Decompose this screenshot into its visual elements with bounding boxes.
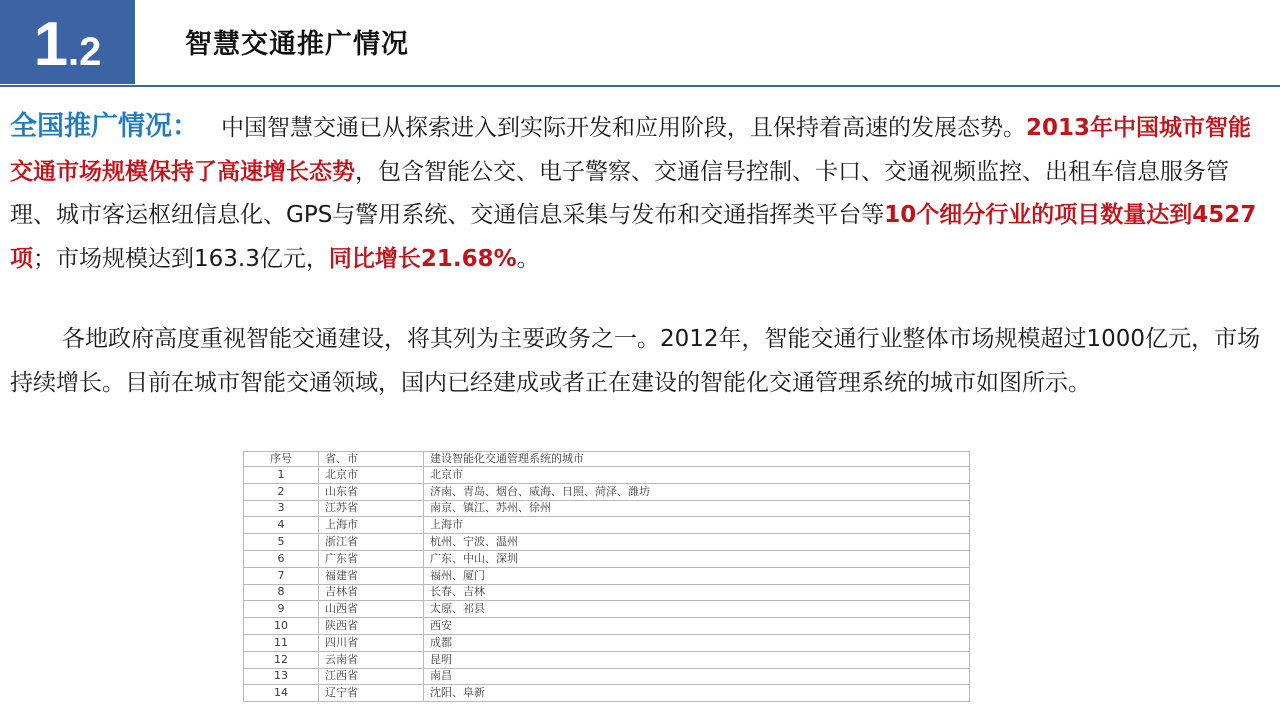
city-table-image <box>243 451 970 707</box>
government-emphasis-paragraph: 各地政府高度重视智能交通建设，将其列为主要政务之一。2012年，智能交通行业整体市场规模超过1000亿元，市场持续增长。目前在城市智能交通领域，国内已经建成或者正在建设的智能化交通管理系统的城市如图所示。 <box>10 326 1261 396</box>
cell-province: 江西省 <box>319 668 424 685</box>
cell-cities: 北京市 <box>424 467 970 484</box>
cell-index: 7 <box>244 567 319 584</box>
cell-index: 14 <box>244 685 319 702</box>
cell-province: 云南省 <box>319 651 424 668</box>
cell-index: 13 <box>244 668 319 685</box>
cell-index: 2 <box>244 483 319 500</box>
cell-province: 北京市 <box>319 467 424 484</box>
cell-cities: 西安 <box>424 618 970 635</box>
cell-province: 吉林省 <box>319 584 424 601</box>
cell-cities: 福州、厦门 <box>424 567 970 584</box>
col-header-cities: 建设智能化交通管理系统的城市 <box>424 452 970 467</box>
cell-cities: 昆明 <box>424 651 970 668</box>
cell-index: 4 <box>244 517 319 534</box>
cell-cities: 长春、吉林 <box>424 584 970 601</box>
table-row <box>244 500 970 517</box>
slide-title: 智慧交通推广情况 <box>185 29 409 60</box>
table-row <box>244 668 970 685</box>
cell-province: 上海市 <box>319 517 424 534</box>
cell-province: 陕西省 <box>319 618 424 635</box>
cell-province: 山东省 <box>319 483 424 500</box>
section-number-badge <box>0 0 135 84</box>
col-header-index: 序号 <box>244 452 319 467</box>
para1-text-3: ；市场规模达到163.3亿元， <box>33 245 329 272</box>
cell-cities: 广东、中山、深圳 <box>424 550 970 567</box>
cell-index: 10 <box>244 618 319 635</box>
cell-index: 5 <box>244 534 319 551</box>
table-row <box>244 634 970 651</box>
table-header-row <box>244 452 970 467</box>
cell-province: 福建省 <box>319 567 424 584</box>
city-table <box>243 451 970 702</box>
cell-cities: 杭州、宁波、温州 <box>424 534 970 551</box>
cell-index: 3 <box>244 500 319 517</box>
header-divider <box>0 85 1280 87</box>
table-row <box>244 685 970 702</box>
table-row <box>244 483 970 500</box>
cell-cities: 南昌 <box>424 668 970 685</box>
para1-text-4: 。 <box>516 245 540 272</box>
para1-text-2: ，包含智能公交、电子警察、交通信号控制、卡口、交通视频监控、出租车信息服务管理、城市客运枢纽信息化、GPS与警用系统、交通信息采集与发布和交通指挥类平台等 <box>10 158 1229 228</box>
table-row <box>244 601 970 618</box>
cell-cities: 南京、镇江、苏州、徐州 <box>424 500 970 517</box>
table-row <box>244 618 970 635</box>
cell-index: 6 <box>244 550 319 567</box>
cell-index: 9 <box>244 601 319 618</box>
table-row <box>244 467 970 484</box>
col-header-province: 省、市 <box>319 452 424 467</box>
table-row <box>244 584 970 601</box>
cell-cities: 太原、祁县 <box>424 601 970 618</box>
highlight-yoy-growth: 同比增长21.68% <box>328 245 517 272</box>
table-row <box>244 651 970 668</box>
table-row <box>244 550 970 567</box>
highlight-market-growth: 2013年中国城市智能交通市场规模保持了高速增长态势 <box>10 115 1252 185</box>
section-number-major: 1 <box>33 10 69 79</box>
cell-index: 11 <box>244 634 319 651</box>
cell-province: 四川省 <box>319 634 424 651</box>
section-number-minor: 2 <box>79 30 102 74</box>
highlight-project-count: 10个细分行业的项目数量达到4527项 <box>10 202 1257 272</box>
cell-cities: 上海市 <box>424 517 970 534</box>
section-number-dot: . <box>68 30 80 74</box>
cell-cities: 济南、青岛、烟台、威海、日照、菏泽、潍坊 <box>424 483 970 500</box>
cell-index: 1 <box>244 467 319 484</box>
table-row <box>244 534 970 551</box>
cell-cities: 成都 <box>424 634 970 651</box>
cell-province: 广东省 <box>319 550 424 567</box>
para1-text-1: 中国智慧交通已从探索进入到实际开发和应用阶段，且保持着高速的发展态势。 <box>221 115 1026 141</box>
cell-province: 浙江省 <box>319 534 424 551</box>
cell-index: 8 <box>244 584 319 601</box>
table-row <box>244 517 970 534</box>
cell-province: 山西省 <box>319 601 424 618</box>
lead-heading: 全国推广情况： <box>10 111 199 142</box>
cell-province: 江苏省 <box>319 500 424 517</box>
cell-province: 辽宁省 <box>319 685 424 702</box>
cell-cities: 沈阳、阜新 <box>424 685 970 702</box>
national-promotion-paragraph <box>10 105 1272 281</box>
table-row <box>244 567 970 584</box>
cell-index: 12 <box>244 651 319 668</box>
